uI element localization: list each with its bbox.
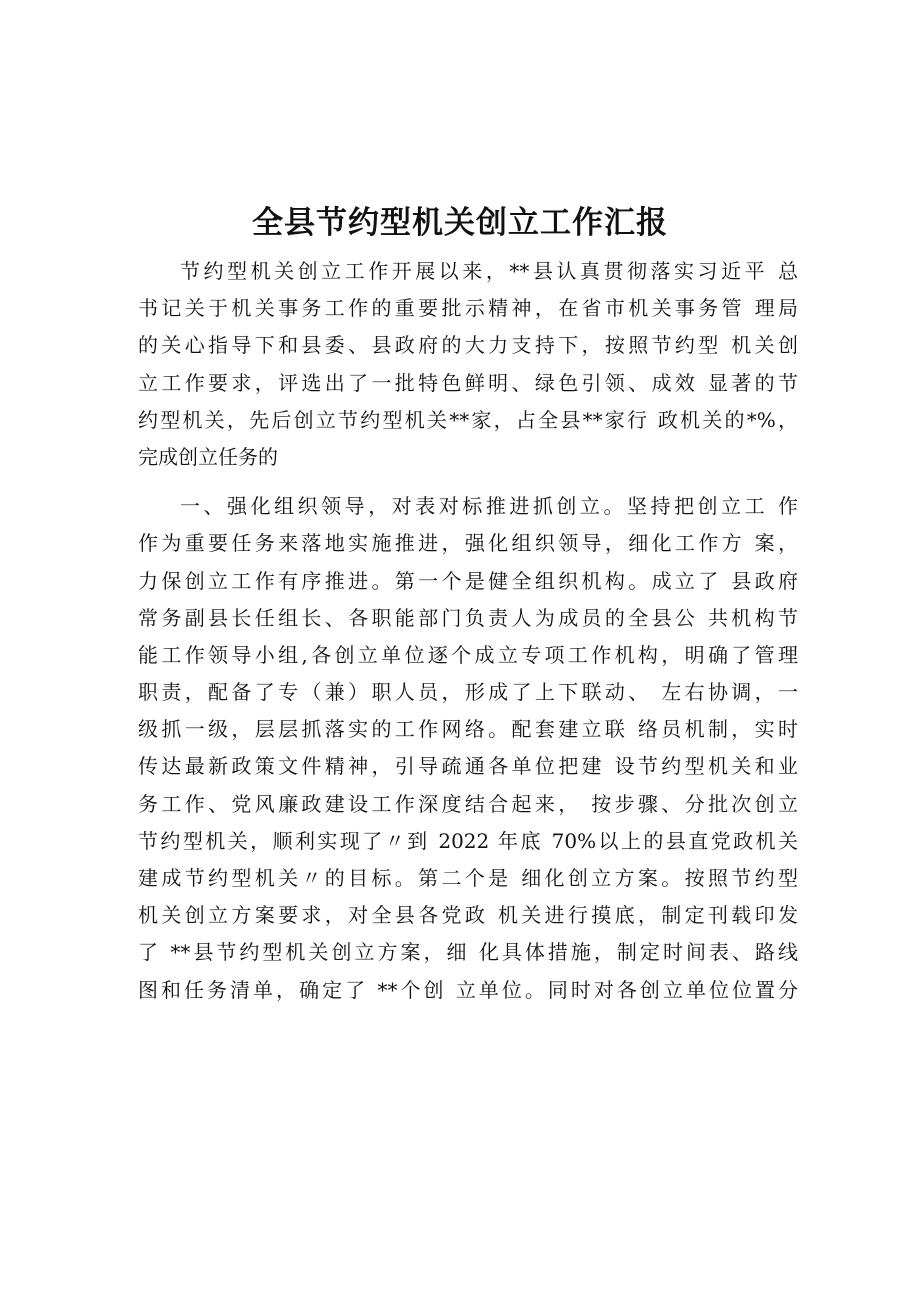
text-line: 常务副县长任组长、各职能部门负责人为成员的全县公 共机构节	[138, 605, 798, 630]
text-line: 立工作要求，评选出了一批特色鲜明、绿色引领、成效 显著的节	[138, 370, 798, 395]
text-line: 书记关于机关事务工作的重要批示精神，在省市机关事务管 理局	[138, 296, 798, 321]
text-line: 图和任务清单，确定了 **个创 立单位。同时对各创立单位位置分	[138, 977, 798, 1002]
text-line: 完成创立任务的	[138, 444, 278, 469]
text-line: 能工作领导小组,各创立单位逐个成立专项工作机构，明确了管理	[138, 642, 798, 667]
text-line: 建成节约型机关〃的目标。第二个是 细化创立方案。按照节约型	[138, 866, 798, 890]
document-title: 全县节约型机关创立工作汇报	[252, 205, 668, 241]
text-line: 职责，配备了专（兼）职人员，形成了上下联动、 左右协调，一	[138, 680, 798, 705]
paragraph-section-one	[138, 488, 798, 1009]
text-line: 节约型机关，顺利实现了〃到 2022 年底 70%以上的县直党政机关	[138, 828, 798, 853]
document-body	[138, 253, 798, 1009]
text-line: 传达最新政策文件精神，引导疏通各单位把建 设节约型机关和业	[138, 754, 798, 779]
text-line: 级抓一级，层层抓落实的工作网络。配套建立联 络员机制，实时	[138, 717, 798, 742]
text-line: 的关心指导下和县委、县政府的大力支持下，按照节约型 机关创	[138, 333, 798, 358]
text-line: 了 **县节约型机关创立方案，细 化具体措施，制定时间表、路线	[138, 940, 798, 965]
text-line: 一、强化组织领导，对表对标推进抓创立。坚持把创立工 作	[180, 494, 798, 519]
text-line: 作为重要任务来落地实施推进，强化组织领导，细化工作方 案，	[138, 531, 798, 556]
text-line: 约型机关，先后创立节约型机关**家，占全县**家行 政机关的*%，	[138, 407, 798, 432]
text-line: 务工作、党风廉政建设工作深度结合起来， 按步骤、分批次创立	[138, 791, 798, 816]
text-line: 节约型机关创立工作开展以来，**县认真贯彻落实习近平 总	[180, 259, 798, 283]
paragraph-intro	[138, 253, 798, 476]
text-line: 力保创立工作有序推进。第一个是健全组织机构。成立了 县政府	[138, 568, 798, 593]
text-line: 机关创立方案要求，对全县各党政 机关进行摸底，制定刊载印发	[138, 903, 798, 928]
